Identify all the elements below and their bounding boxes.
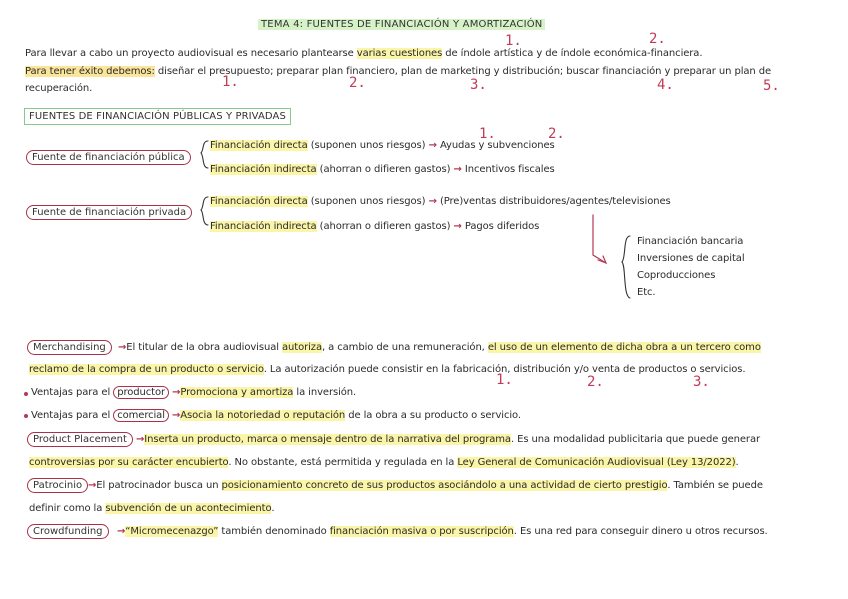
patrocinio-line-1: →El patrocinador busca un posicionamiento concreto de sus productos asociándolo a una actividad de cierto prestigio. También se puede	[88, 480, 763, 491]
publica-directa-row: Financiación directa (suponen unos riesgos) → Ayudas y subvenciones	[210, 140, 555, 151]
merch-line-2: reclamo de la compra de un producto o servicio. La autorización puede consistir en la fabricación, distribución y/o venta de productos o servicios.	[29, 364, 746, 375]
placement-line-2: controversias por su carácter encubierto. No obstante, está permitida y regulada en la Ley General de Comunicación Audiovisual (Ley 13/2022).	[29, 457, 739, 468]
intro-line-3: recuperación.	[25, 83, 93, 94]
annotation-number: 3.	[470, 77, 487, 93]
privada-indirecta-row: Financiación indirecta (ahorran o difieren gastos) → Pagos diferidos	[210, 221, 540, 232]
connector-line	[593, 215, 606, 263]
intro-line-1: Para llevar a cabo un proyecto audiovisual es necesario plantearse varias cuestiones de índole artística y de índole económica-financiera.	[25, 48, 703, 59]
annotation-number: 5.	[763, 78, 780, 94]
privada-directa-row: Financiación directa (suponen unos riesgos) → (Pre)ventas distribuidores/agentes/televisiones	[210, 196, 671, 207]
annotation-number: 2.	[587, 374, 604, 390]
brace-publica	[201, 141, 208, 168]
annotation-number: 1.	[222, 74, 239, 90]
arrow-right-icon: →	[172, 387, 181, 398]
annotation-number: 1.	[479, 126, 496, 142]
bracket-list	[622, 236, 630, 298]
brace-privada	[201, 197, 208, 225]
label-merchandising: Merchandising	[27, 340, 112, 355]
patrocinio-line-2: definir como la subvención de un acontecimiento.	[29, 503, 275, 514]
annotation-number: 3.	[693, 374, 710, 390]
bullet-dot	[24, 414, 28, 418]
merch-line-1: →El titular de la obra audiovisual autoriza, a cambio de una remuneración, el uso de un elemento de dicha obra a un tercero como	[118, 342, 761, 353]
arrow-right-icon: →	[117, 526, 126, 537]
arrow-right-icon: →	[453, 164, 462, 175]
publica-indirecta-row: Financiación indirecta (ahorran o difieren gastos) → Incentivos fiscales	[210, 164, 555, 175]
privada-list-item: Financiación bancaria	[637, 236, 744, 247]
privada-list-item: Inversiones de capital	[637, 253, 745, 264]
annotation-number: 2.	[649, 31, 666, 47]
arrow-right-icon: →	[453, 221, 462, 232]
arrow-right-icon: →	[118, 342, 127, 353]
label-fuente-privada: Fuente de financiación privada	[26, 205, 192, 220]
annotation-number: 4.	[657, 77, 674, 93]
annotation-number: 1.	[505, 33, 522, 49]
arrow-right-icon: →	[171, 410, 181, 421]
arrow-right-icon: →	[136, 434, 145, 445]
label-patrocinio: Patrocinio	[27, 478, 88, 493]
ventajas-comercial: Ventajas para el comercial →Asocia la notoriedad o reputación de la obra a su producto o servicio.	[31, 410, 521, 421]
privada-list-item: Etc.	[637, 287, 656, 298]
ventajas-productor: Ventajas para el productor →Promociona y amortiza la inversión.	[31, 387, 357, 398]
crowd-line-1: →“Micromecenazgo” también denominado financiación masiva o por suscripción. Es una red para conseguir dinero u otros recursos.	[117, 526, 768, 537]
placement-line-1: →Inserta un producto, marca o mensaje dentro de la narrativa del programa. Es una modalidad publicitaria que puede generar	[136, 434, 760, 445]
bullet-dot	[24, 392, 28, 396]
intro-line-2: Para tener éxito debemos: diseñar el presupuesto; preparar plan financiero, plan de marketing y distribución; buscar financiación y preparar un plan de	[25, 66, 772, 77]
privada-list-item: Coproducciones	[637, 270, 716, 281]
annotation-number: 2.	[548, 126, 565, 142]
label-crowdfunding: Crowdfunding	[27, 524, 109, 539]
annotation-number: 1.	[496, 372, 513, 388]
label-product-placement: Product Placement	[27, 432, 133, 447]
arrow-right-icon: →	[88, 480, 97, 491]
annotation-number: 2.	[349, 75, 366, 91]
arrow-right-icon: →	[428, 140, 437, 151]
section-heading-box: FUENTES DE FINANCIACIÓN PÚBLICAS Y PRIVADAS	[24, 108, 291, 125]
page-title: TEMA 4: FUENTES DE FINANCIACIÓN Y AMORTIZACIÓN	[258, 19, 545, 30]
label-fuente-publica: Fuente de financiación pública	[26, 150, 191, 165]
arrow-right-icon: →	[428, 196, 437, 207]
